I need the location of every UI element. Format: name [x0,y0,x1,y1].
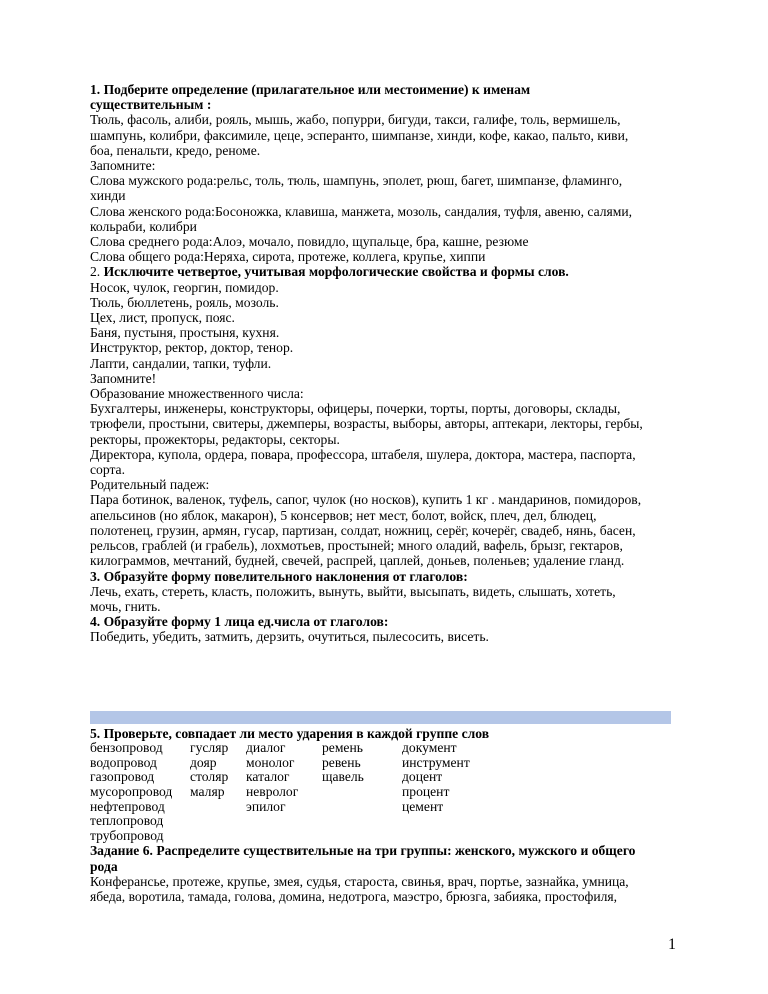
remember-label: Запомните: [90,158,156,174]
section6-title: Задание 6. Распределите существительные на три группы: женского, мужского и общего [90,843,636,859]
section2-row: Цех, лист, пропуск, пояс. [90,310,235,326]
table-cell [322,800,402,815]
table-cell: водопровод [90,754,157,770]
section1-words: боа, пенальти, кредо, реноме. [90,142,261,158]
genitive-words: полотенец, грузин, армян, гусар, партизан, солдат, ножниц, серёг, кочерёг, свадеб, нянь, басен, [90,522,636,538]
table-row [90,770,470,785]
table-cell: документ [402,740,457,756]
table-cell [322,829,402,844]
table-cell [402,814,470,829]
table-cell: процент [402,783,450,799]
stress-table [90,741,470,843]
section5-title: 5. Проверьте, совпадает ли место ударения в каждой группе слов [90,726,490,741]
section4-title: 4. Образуйте форму 1 лица ед.числа от глаголов: [90,614,389,630]
table-cell: монолог [246,754,295,770]
table-cell: бензопровод [90,740,163,756]
common-gender-words: Слова общего рода:Неряха, сирота, протеже, коллега, крупье, хиппи [90,249,486,265]
table-cell: ремень [322,740,363,756]
section2-row: Инструктор, ректор, доктор, тенор. [90,340,294,356]
plural-a-words: сорта. [90,462,125,478]
section6-words: ябеда, воротила, тамада, голова, домина, недотрога, маэстро, брюзга, забияка, простофиля, [90,888,618,904]
neuter-words: Слова среднего рода:Алоэ, мочало, повидло, щупальце, бра, кашне, резюме [90,234,529,250]
plural-a-words: Директора, купола, ордера, повара, профессора, штабеля, шулера, доктора, мастера, паспорта, [90,446,636,462]
table-cell: гусляр [190,740,229,756]
section6-title-cont: рода [90,858,118,874]
table-cell: щавель [322,769,364,785]
genitive-words: Пара ботинок, валенок, туфель, сапог, чулок (но носков), купить 1 кг . мандаринов, помидоров, [90,492,642,508]
section2-title [90,264,680,279]
table-cell [190,800,246,815]
table-cell: дояр [190,754,217,770]
table-cell: диалог [246,740,286,756]
section1-words: Тюль, фасоль, алиби, рояль, мышь, жабо, попурри, бигуди, такси, галифе, толь, вермишель, [90,112,621,128]
section3-words: мочь, гнить. [90,598,161,614]
table-cell: нефтепровод [90,798,165,814]
table-cell [322,814,402,829]
page-body [90,82,680,645]
plural-words: трюфели, простыни, свитеры, джемперы, возрасты, выборы, авторы, аптекари, лекторы, гербы, [90,416,643,432]
table-cell: ревень [322,754,361,770]
section3-title: 3. Образуйте форму повелительного наклонения от глаголов: [90,568,468,584]
table-cell: столяр [190,769,229,785]
table-row [90,756,470,771]
section1-title: 1. Подберите определение (прилагательное или местоимение) к именам [90,82,531,97]
table-cell: невролог [246,783,299,799]
section2-row: Лапти, сандалии, тапки, туфли. [90,355,272,371]
table-cell [322,785,402,800]
plural-words: ректоры, прожекторы, редакторы, секторы. [90,431,340,447]
section2-number: 2. [90,264,104,280]
table-row [90,785,470,800]
remember-label: Запомните! [90,370,157,386]
table-row [90,829,470,844]
section2-row: Тюль, бюллетень, рояль, мозоль. [90,294,279,310]
genitive-words: апельсинов (но яблок, макарон), 5 консервов; нет мест, болот, войск, плеч, дел, блюдец, [90,507,597,523]
genitive-words: рельсов, граблей (и грабель), лохмотьев, простыней; много оладий, вафель, брызг, гектаров, [90,538,623,554]
section2-row: Баня, пустыня, простыня, кухня. [90,325,280,341]
table-cell: трубопровод [90,827,164,843]
plural-heading: Образование множественного числа: [90,386,304,402]
table-cell: теплопровод [90,813,164,829]
masculine-words: хинди [90,188,126,204]
table-cell: доцент [402,769,443,785]
table-cell [246,829,322,844]
feminine-words: Слова женского рода:Босоножка, клавиша, манжета, мозоль, сандалия, туфля, авеню, салями, [90,203,633,219]
feminine-words: кольраби, колибри [90,218,197,234]
table-cell [246,814,322,829]
page-number: 1 [668,936,676,953]
table-row [90,800,470,815]
highlight-band [90,711,671,724]
table-cell [190,829,246,844]
section2-row: Носок, чулок, георгин, помидор. [90,279,279,295]
page-body-lower [90,726,680,904]
masculine-words: Слова мужского рода:рельс, толь, тюль, шампунь, эполет, рюш, багет, шимпанзе, фламинго, [90,173,623,189]
section2-title-text: Исключите четвертое, учитывая морфологические свойства и формы слов. [103,264,569,280]
table-cell: цемент [402,798,444,814]
plural-words: Бухгалтеры, инженеры, конструкторы, офицеры, почерки, торты, порты, договоры, склады, [90,401,621,417]
table-cell [190,814,246,829]
genitive-heading: Родительный падеж: [90,477,210,493]
section1-words: шампунь, колибри, факсимиле, цеце, эсперанто, шимпанзе, хинди, кофе, какао, пальто, киви, [90,127,629,143]
table-row [90,814,470,829]
table-cell: каталог [246,769,290,785]
table-cell [402,829,470,844]
genitive-words: килограммов, мечтаний, будней, свечей, распрей, цаплей, доньев, поленьев; удаление гланд. [90,553,625,569]
section6-words: Конферансье, протеже, крупье, змея, судья, староста, свинья, врач, портье, зазнайка, умница, [90,873,629,889]
table-cell: эпилог [246,798,286,814]
table-cell: мусоропровод [90,783,173,799]
section1-title-cont: существительным : [90,97,212,113]
table-cell: маляр [190,783,225,799]
table-cell: газопровод [90,769,155,785]
table-row [90,741,470,756]
table-cell: инструмент [402,754,470,770]
section4-words: Победить, убедить, затмить, дерзить, очутиться, пылесосить, висеть. [90,629,489,645]
section3-words: Лечь, ехать, стереть, класть, положить, вынуть, выйти, высыпать, видеть, слышать, хотеть, [90,583,616,599]
